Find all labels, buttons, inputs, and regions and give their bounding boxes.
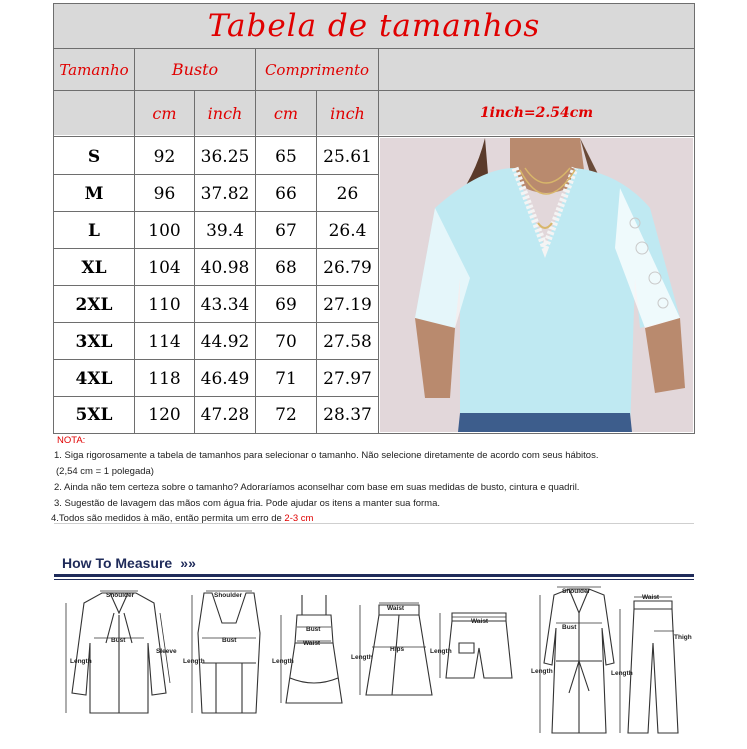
label-length: Length	[70, 658, 92, 665]
len-cm-cell: 65	[275, 146, 297, 167]
note-line-1b: (2,54 cm = 1 polegada)	[56, 466, 154, 477]
bust-cm-cell: 92	[153, 146, 176, 167]
bust-inch-cell: 39.4	[206, 220, 244, 241]
bust-cm-cell: 100	[148, 220, 181, 241]
label-length: Length	[183, 658, 205, 665]
len-inch-cell: 27.58	[323, 331, 372, 352]
label-hips: Hips	[390, 646, 405, 653]
label-thigh: Thigh	[674, 634, 692, 641]
size-cell: L	[88, 220, 100, 241]
header-len-inch: inch	[317, 91, 378, 135]
title-row	[54, 4, 694, 48]
notes-box	[51, 435, 694, 524]
label-waist: Waist	[303, 640, 321, 647]
header-blank-2	[54, 91, 134, 135]
notes-heading: NOTA:	[57, 435, 86, 446]
size-cell: 2XL	[75, 294, 113, 315]
len-cm-cell: 72	[275, 405, 297, 425]
coat-figure	[544, 589, 614, 733]
note-line-2: 2. Ainda não tem certeza sobre o tamanho? Adoraríamos aconselhar com base em suas medidas de busto, cintura e quadril.	[54, 482, 580, 493]
measure-header	[62, 553, 196, 572]
bust-cm-cell: 114	[148, 331, 181, 352]
label-bust: Bust	[222, 637, 237, 644]
bust-cm-cell: 120	[148, 405, 181, 425]
label-bust: Bust	[306, 626, 321, 633]
size-cell: M	[84, 183, 104, 204]
size-cell: 3XL	[75, 331, 113, 352]
label-sleeve: Sleeve	[156, 648, 177, 655]
len-inch-cell: 26.4	[328, 220, 367, 241]
header-bust-cm: cm	[135, 91, 194, 135]
header-len-cm: cm	[256, 91, 316, 135]
bust-cm-cell: 104	[148, 257, 181, 278]
len-cm-cell: 67	[275, 220, 297, 241]
bust-inch-cell: 47.28	[200, 405, 250, 425]
header-blank	[379, 49, 694, 90]
bust-cm-cell: 110	[148, 294, 181, 315]
product-photo	[380, 138, 693, 432]
label-shoulder: Shoulder	[562, 588, 591, 595]
dress-figure	[286, 595, 342, 703]
len-inch-cell: 27.19	[323, 294, 372, 315]
len-inch-cell: 25.61	[323, 146, 372, 167]
label-length: Length	[351, 654, 373, 661]
size-cell: S	[87, 146, 101, 167]
len-inch-cell: 26	[336, 183, 359, 204]
size-cell: 4XL	[75, 368, 113, 389]
bust-inch-cell: 44.92	[200, 331, 250, 352]
bust-inch-cell: 36.25	[200, 146, 250, 167]
header-comprimento: Comprimento	[256, 49, 378, 90]
bust-inch-cell: 40.98	[200, 257, 250, 278]
chart-title: Tabela de tamanhos	[207, 8, 541, 44]
header-bust-inch: inch	[195, 91, 255, 135]
label-bust: Bust	[111, 637, 126, 644]
note-line-3: 3. Sugestão de lavagem das mãos com água fria. Pode ajudar os itens a manter sua forma.	[54, 498, 441, 509]
label-waist: Waist	[642, 594, 660, 601]
label-waist: Waist	[471, 618, 489, 625]
len-cm-cell: 68	[275, 257, 297, 278]
bust-inch-cell: 43.34	[200, 294, 250, 315]
label-bust: Bust	[562, 624, 577, 631]
len-cm-cell: 69	[275, 294, 297, 315]
model-illustration	[380, 138, 693, 432]
header-tamanho: Tamanho	[54, 49, 134, 90]
tank-figure	[198, 593, 260, 713]
note-line-4: 4.Todos são medidos à mão, então permita um erro de 2-3 cm	[51, 513, 314, 524]
bust-cm-cell: 96	[153, 183, 176, 204]
bust-cm-cell: 118	[148, 368, 181, 389]
double-chevron-icon: »»	[180, 555, 196, 571]
label-length: Length	[531, 668, 553, 675]
header-busto: Busto	[135, 49, 255, 90]
len-cm-cell: 70	[275, 331, 297, 352]
label-shoulder: Shoulder	[106, 592, 135, 599]
bust-inch-cell: 46.49	[200, 368, 250, 389]
len-inch-cell: 26.79	[323, 257, 372, 278]
len-cm-cell: 66	[275, 183, 297, 204]
label-length: Length	[611, 670, 633, 677]
label-length: Length	[272, 658, 294, 665]
conversion-note: 1inch=2.54cm	[379, 91, 694, 135]
size-cell: XL	[81, 257, 107, 278]
trousers-figure	[628, 601, 678, 733]
label-length: Length	[430, 648, 452, 655]
bust-inch-cell: 37.82	[200, 183, 250, 204]
len-inch-cell: 27.97	[323, 368, 372, 389]
measure-divider-thin	[54, 579, 694, 580]
blouse-figure	[72, 593, 166, 713]
len-cm-cell: 71	[275, 368, 297, 389]
measure-divider	[54, 574, 694, 577]
measure-figures	[54, 583, 694, 745]
label-waist: Waist	[387, 605, 405, 612]
size-cell: 5XL	[75, 405, 113, 425]
label-shoulder: Shoulder	[214, 592, 243, 599]
measure-title: How To Measure	[62, 555, 173, 571]
note-line-1: 1. Siga rigorosamente a tabela de tamanhos para selecionar o tamanho. Não selecione diretamente de acordo com seus hábitos.	[54, 450, 599, 461]
len-inch-cell: 28.37	[323, 405, 372, 425]
